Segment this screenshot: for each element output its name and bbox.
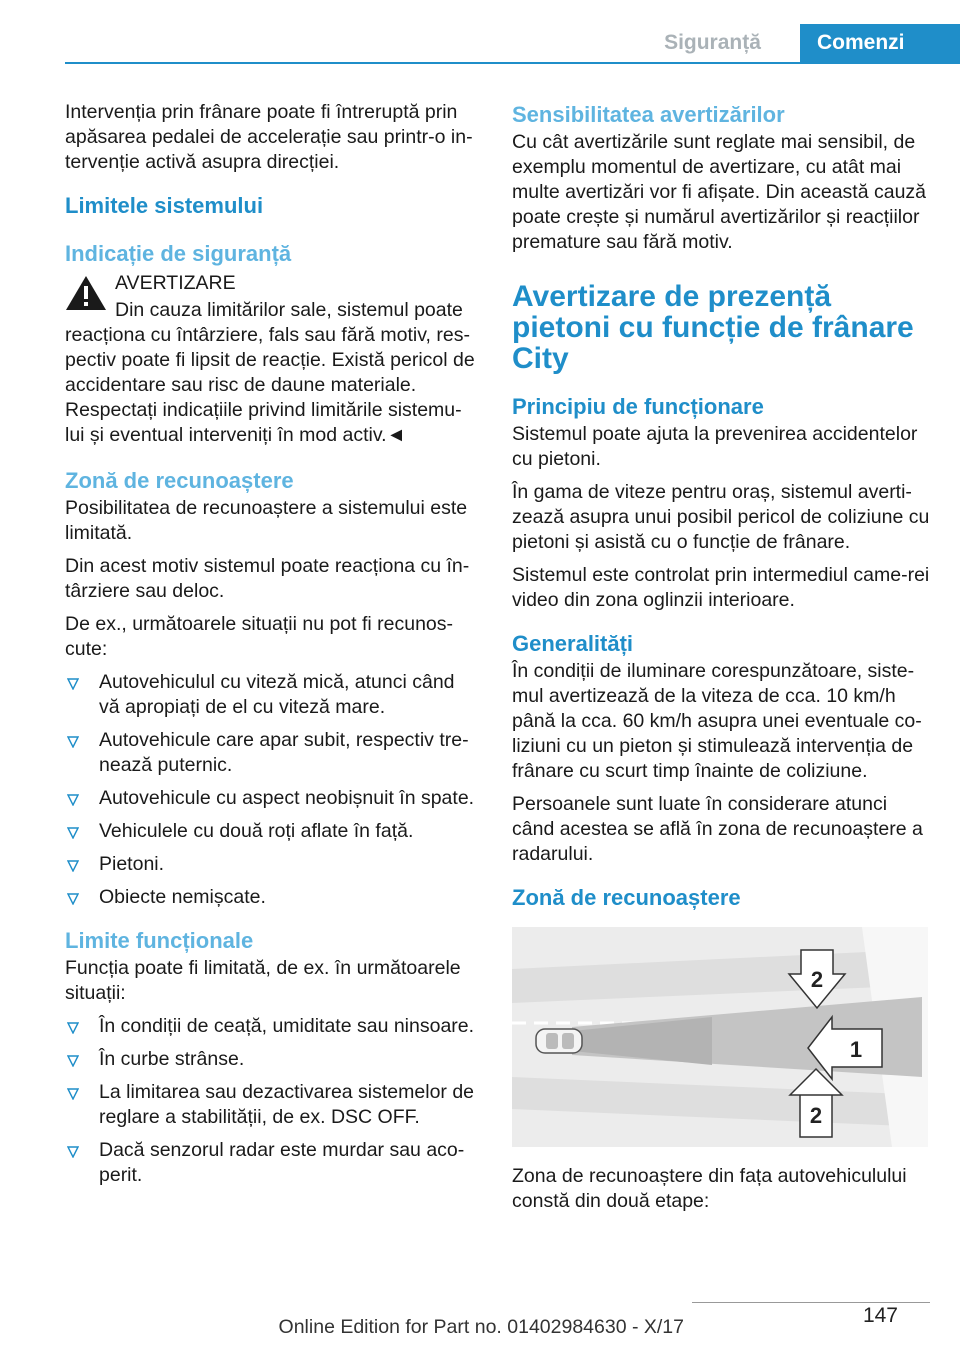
list-item: Vehiculele cu două roți aflate în față. bbox=[65, 819, 480, 844]
principle-paragraph-1: Sistemul poate ajuta la prevenirea accidentelor cu pietoni. bbox=[512, 423, 918, 470]
zone-paragraph-3: De ex., următoarele situații nu pot fi recunos-cute: bbox=[65, 613, 454, 660]
triangle-bullet-icon bbox=[67, 893, 79, 905]
list-item: Dacă senzorul radar este murdar sau aco-perit. bbox=[65, 1138, 480, 1188]
list-item: În curbe strânse. bbox=[65, 1047, 480, 1072]
warning-block bbox=[65, 271, 480, 296]
general-paragraph-2: Persoanele sunt luate în considerare atunci când acestea se află în zona de recunoaștere a radarului. bbox=[512, 793, 923, 865]
principle-paragraph-2: În gama de viteze pentru oraș, sistemul averti-zează asupra unui posibil pericol de coliziune cu pietoni și asistă cu o funcție de frânare. bbox=[512, 481, 930, 553]
triangle-bullet-icon bbox=[67, 1022, 79, 1034]
triangle-bullet-icon bbox=[67, 794, 79, 806]
sensitivity-paragraph: Cu cât avertizările sunt reglate mai sensibil, de exemplu momentul de avertizare, cu atât mai multe avertizări vor fi afișate. Din această cauză poate crește și numărul avertizărilor și reacțiilor premature sau fără motiv. bbox=[512, 131, 927, 253]
svg-text:1: 1 bbox=[849, 1037, 863, 1062]
list-item: În condiții de ceață, umiditate sau ninsoare. bbox=[65, 1014, 480, 1039]
left-column bbox=[65, 100, 480, 1196]
intro-paragraph: Intervenția prin frânare poate fi întreruptă prin apăsarea pedalei de accelerație sau printr-o in-tervenție activă asupra direcției. bbox=[65, 101, 473, 173]
list-item: Obiecte nemișcate. bbox=[65, 885, 480, 910]
principle-paragraph-3: Sistemul este controlat prin intermediul came-rei video din zona oglinzii interioare. bbox=[512, 564, 930, 611]
zone-list bbox=[65, 670, 480, 910]
page-number: 147 bbox=[862, 1304, 898, 1327]
triangle-bullet-icon bbox=[67, 1088, 79, 1100]
func-paragraph: Funcția poate fi limitată, de ex. în următoarele situații: bbox=[65, 957, 461, 1004]
zone-paragraph-2: Din acest motiv sistemul poate reacționa cu în-târziere sau deloc. bbox=[65, 555, 470, 602]
page-header bbox=[65, 24, 960, 64]
triangle-bullet-icon bbox=[67, 860, 79, 872]
triangle-bullet-icon bbox=[67, 1055, 79, 1067]
heading-recognition-zone-right: Zonă de recunoaștere bbox=[512, 885, 741, 910]
list-item: Autovehicule care apar subit, respectiv tre-nează puternic. bbox=[65, 728, 480, 778]
heading-system-limits: Limitele sistemului bbox=[65, 193, 264, 218]
heading-recognition-zone: Zonă de recunoaștere bbox=[65, 468, 294, 493]
heading-sensitivity: Sensibilitatea avertizărilor bbox=[512, 102, 785, 127]
warning-text: Din cauza limitărilor sale, sistemul poate reacționa cu întârziere, fals sau fără motiv, res-pectiv poate fi lipsit de reacție. Există pericol de accidentare sau risc de daune materiale. Respectați indicațiile privind limitările sistemu-lui și eventual interveniți în mod activ.◄ bbox=[65, 299, 475, 446]
recognition-zone-figure bbox=[512, 927, 928, 1147]
triangle-bullet-icon bbox=[67, 827, 79, 839]
list-item: La limitarea sau dezactivarea sistemelor de reglare a stabilității, de ex. DSC OFF. bbox=[65, 1080, 480, 1130]
footer-divider bbox=[692, 1302, 930, 1303]
svg-text:2: 2 bbox=[809, 1103, 823, 1128]
svg-text:2: 2 bbox=[810, 967, 824, 992]
list-item: Autovehiculul cu viteză mică, atunci când vă apropiați de el cu viteză mare. bbox=[65, 670, 480, 720]
func-list bbox=[65, 1014, 480, 1188]
page-footer bbox=[0, 1302, 960, 1362]
figure-caption: Zona de recunoaștere din fața autovehiculului constă din două etape: bbox=[512, 1165, 907, 1212]
edition-text: Online Edition for Part no. 01402984630 - X/17 bbox=[278, 1316, 684, 1338]
list-item: Pietoni. bbox=[65, 852, 480, 877]
heading-functional-limits: Limite funcționale bbox=[65, 928, 254, 953]
triangle-bullet-icon bbox=[67, 736, 79, 748]
car-icon bbox=[536, 1029, 582, 1053]
heading-general: Generalități bbox=[512, 631, 634, 656]
heading-safety-note: Indicație de siguranță bbox=[65, 241, 292, 266]
triangle-bullet-icon bbox=[67, 678, 79, 690]
warning-title: AVERTIZARE bbox=[115, 272, 236, 294]
general-paragraph-1: În condiții de iluminare corespunzătoare, siste-mul avertizează de la viteza de cca. 10 km/h până la cca. 60 km/h asupra unei eventuale co-liziuni cu un pieton și stimulează intervenția de frânare cu scurt timp înainte de coliziune. bbox=[512, 660, 922, 782]
right-column bbox=[512, 100, 930, 1222]
tab-comenzi[interactable]: Comenzi bbox=[800, 24, 960, 62]
heading-principle: Principiu de funcționare bbox=[512, 394, 764, 419]
triangle-bullet-icon bbox=[67, 1146, 79, 1158]
list-item: Autovehicule cu aspect neobișnuit în spate. bbox=[65, 786, 480, 811]
warning-triangle-icon bbox=[65, 275, 107, 311]
tab-siguranta[interactable]: Siguranță bbox=[664, 31, 761, 54]
section-title: Avertizare de prezență pietoni cu funcție de frânare City bbox=[512, 280, 914, 375]
zone-paragraph-1: Posibilitatea de recunoaștere a sistemului este limitată. bbox=[65, 497, 468, 544]
